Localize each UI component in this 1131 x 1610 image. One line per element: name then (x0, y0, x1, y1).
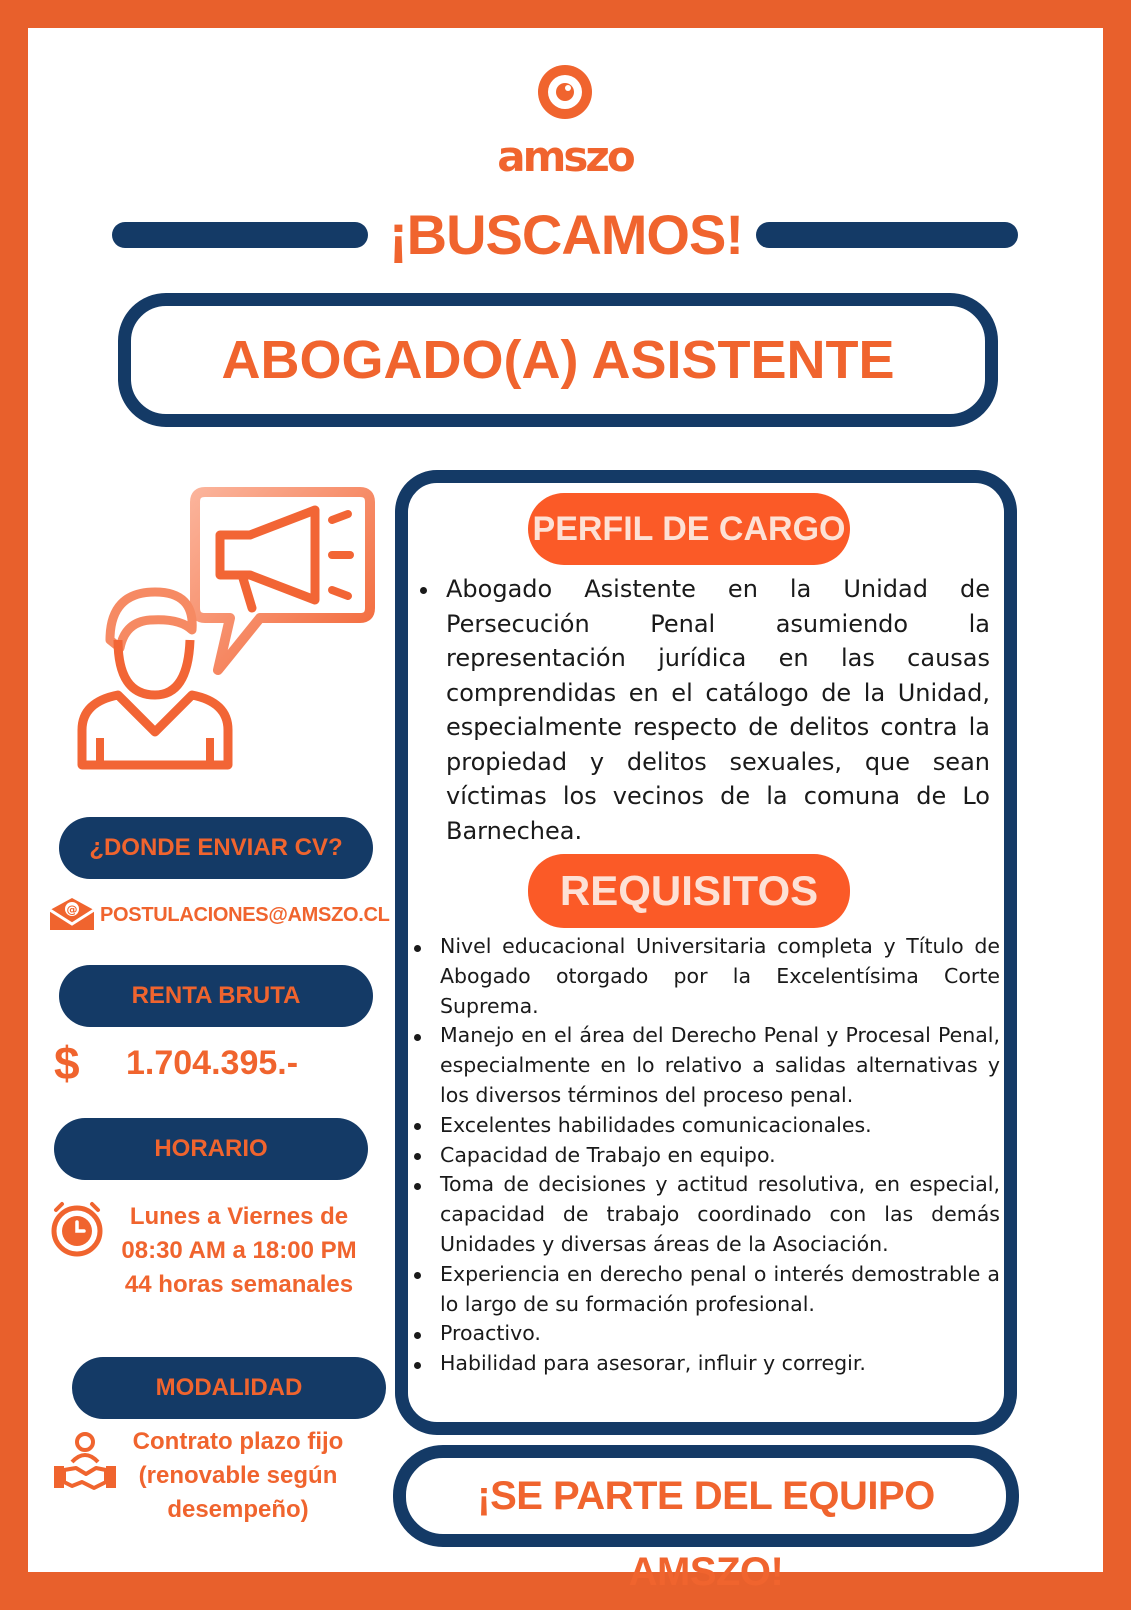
perfil-list (446, 572, 990, 848)
heading: ¡BUSCAMOS! (389, 203, 743, 266)
modalidad-line: desempeño) (167, 1496, 309, 1523)
renta-amount: 1.704.395.- (126, 1044, 299, 1082)
horario-details (104, 1200, 374, 1302)
horario-line: 08:30 AM a 18:00 PM (121, 1237, 357, 1264)
currency-symbol: $ (54, 1037, 80, 1089)
cv-email[interactable]: POSTULACIONES@AMSZO.CL (100, 904, 390, 926)
svg-text:@: @ (66, 903, 78, 916)
requisito-item: Nivel educacional Universitaria completa y Título de Abogado otorgado por la Excelentísima Corte Suprema. (440, 932, 1000, 1021)
horario-label: HORARIO (54, 1118, 368, 1180)
requisito-item: Habilidad para asesorar, influir y corregir. (440, 1349, 1000, 1379)
target-icon (490, 60, 640, 130)
modalidad-line: (renovable según (138, 1462, 338, 1489)
footer-box (393, 1445, 1019, 1594)
requisitos-label: REQUISITOS (528, 854, 850, 928)
cv-label: ¿DONDE ENVIAR CV? (59, 817, 373, 879)
perfil-description: Abogado Asistente en la Unidad de Persecución Penal asumiendo la representación jurídica en las causas comprendidas en el catálogo de la Unidad, especialmente respecto de delitos contra la propiedad y delitos sexuales, que sean víctimas los vecinos de la comuna de Lo Barnechea. (446, 572, 990, 848)
requisitos-list (440, 932, 1000, 1379)
renta-label: RENTA BRUTA (59, 965, 373, 1027)
modalidad-label: MODALIDAD (72, 1357, 386, 1419)
recruiter-megaphone-icon (70, 480, 380, 780)
job-title-box (118, 293, 998, 427)
modalidad-details (112, 1425, 364, 1527)
amszo-logo (490, 60, 640, 180)
logo-wordmark: amszo (497, 132, 633, 181)
horario-line: Lunes a Viernes de (129, 1203, 349, 1230)
requisito-item: Proactivo. (440, 1319, 1000, 1349)
requisito-item: Manejo en el área del Derecho Penal y Procesal Penal, especialmente en lo relativo a salidas alternativas y los diversos términos del proceso penal. (440, 1021, 1000, 1110)
clock-icon (48, 1200, 106, 1258)
requisito-item: Toma de decisiones y actitud resolutiva, en especial, capacidad de trabajo coordinado con las demás Unidades y diversas áreas de la Asociación. (440, 1170, 1000, 1259)
requisito-item: Experiencia en derecho penal o interés demostrable a lo largo de su formación profesional. (440, 1260, 1000, 1320)
requisito-item: Capacidad de Trabajo en equipo. (440, 1141, 1000, 1171)
heading-bar-right (756, 222, 1018, 248)
footer-slogan: ¡SE PARTE DEL EQUIPO AMSZO! (477, 1474, 935, 1594)
modalidad-line: Contrato plazo fijo (132, 1428, 344, 1455)
job-title: ABOGADO(A) ASISTENTE (221, 330, 895, 390)
heading-bar-left (112, 222, 368, 248)
horario-line: 44 horas semanales (124, 1271, 354, 1298)
perfil-label: PERFIL DE CARGO (528, 493, 850, 565)
handshake-icon (52, 1430, 118, 1496)
requisito-item: Excelentes habilidades comunicacionales. (440, 1111, 1000, 1141)
email-icon (48, 896, 96, 932)
